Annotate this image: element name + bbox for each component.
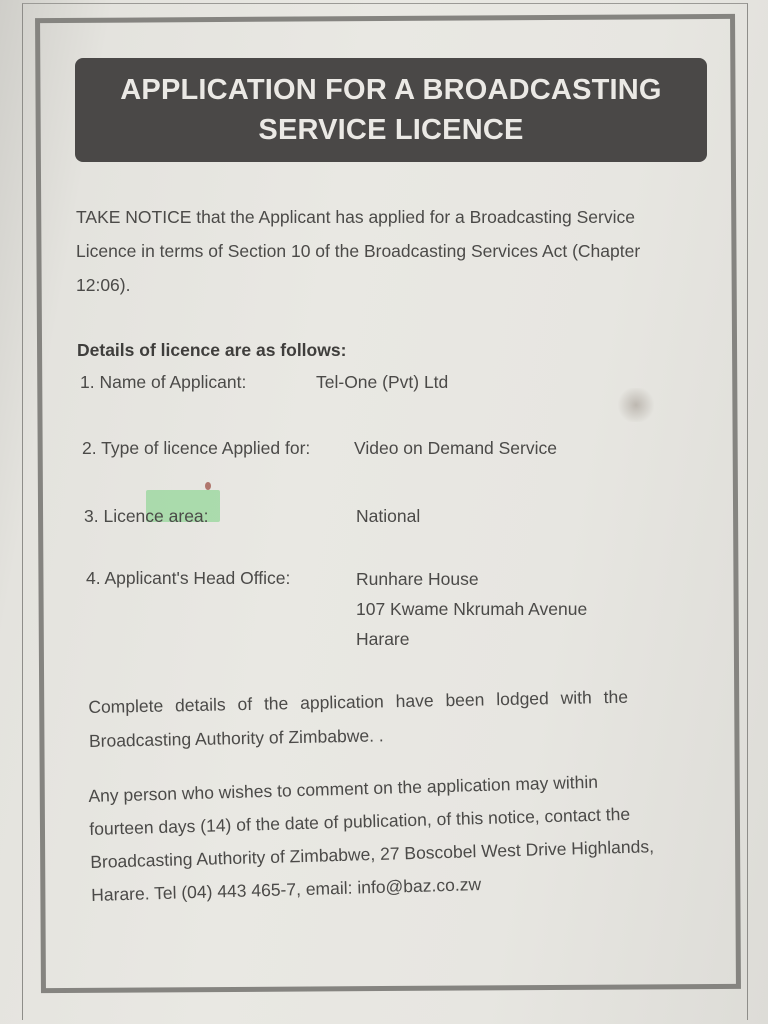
detail-value-address xyxy=(356,564,587,654)
details-heading: Details of licence are as follows: xyxy=(77,340,347,360)
comment-line-3: Broadcasting Authority of Zimbabwe, 27 Boscobel West Drive Highlands, xyxy=(90,836,655,872)
detail-label: 3. Licence area: xyxy=(84,506,209,526)
intro-line-1: TAKE NOTICE that the Applicant has applied for a Broadcasting Service xyxy=(76,207,635,227)
address-line-3: Harare xyxy=(356,629,410,649)
ink-mark xyxy=(205,482,211,490)
address-line-1: Runhare House xyxy=(356,569,479,589)
detail-value: National xyxy=(356,506,421,526)
title-line-1: APPLICATION FOR A BROADCASTING xyxy=(120,74,662,106)
detail-label: 1. Name of Applicant: xyxy=(80,372,247,392)
address-line-2: 107 Kwame Nkrumah Avenue xyxy=(356,599,588,619)
title-line-2: SERVICE LICENCE xyxy=(258,114,524,146)
detail-label: 4. Applicant's Head Office: xyxy=(86,568,291,588)
comment-line-4: Harare. Tel (04) 443 465-7, email: info@baz.co.zw xyxy=(90,874,482,905)
detail-value: Video on Demand Service xyxy=(354,438,557,458)
lodged-paragraph xyxy=(88,680,629,758)
intro-line-2: Licence in terms of Section 10 of the Broadcasting Services Act (Chapter xyxy=(76,241,641,261)
comment-line-2: fourteen days (14) of the date of publication, of this notice, contact the xyxy=(89,803,631,839)
intro-line-3: 12:06). xyxy=(76,275,131,295)
detail-value: Tel-One (Pvt) Ltd xyxy=(316,372,449,392)
comment-paragraph xyxy=(88,764,655,912)
intro-paragraph xyxy=(76,200,640,302)
detail-label: 2. Type of licence Applied for: xyxy=(82,438,311,458)
paper-smudge xyxy=(618,388,654,422)
notice-title-banner xyxy=(75,58,707,162)
comment-line-1: Any person who wishes to comment on the application may within xyxy=(88,771,599,806)
lodged-line-2: Broadcasting Authority of Zimbabwe. . xyxy=(88,725,384,751)
lodged-line-1: Complete details of the application have been lodged with the xyxy=(88,686,629,717)
